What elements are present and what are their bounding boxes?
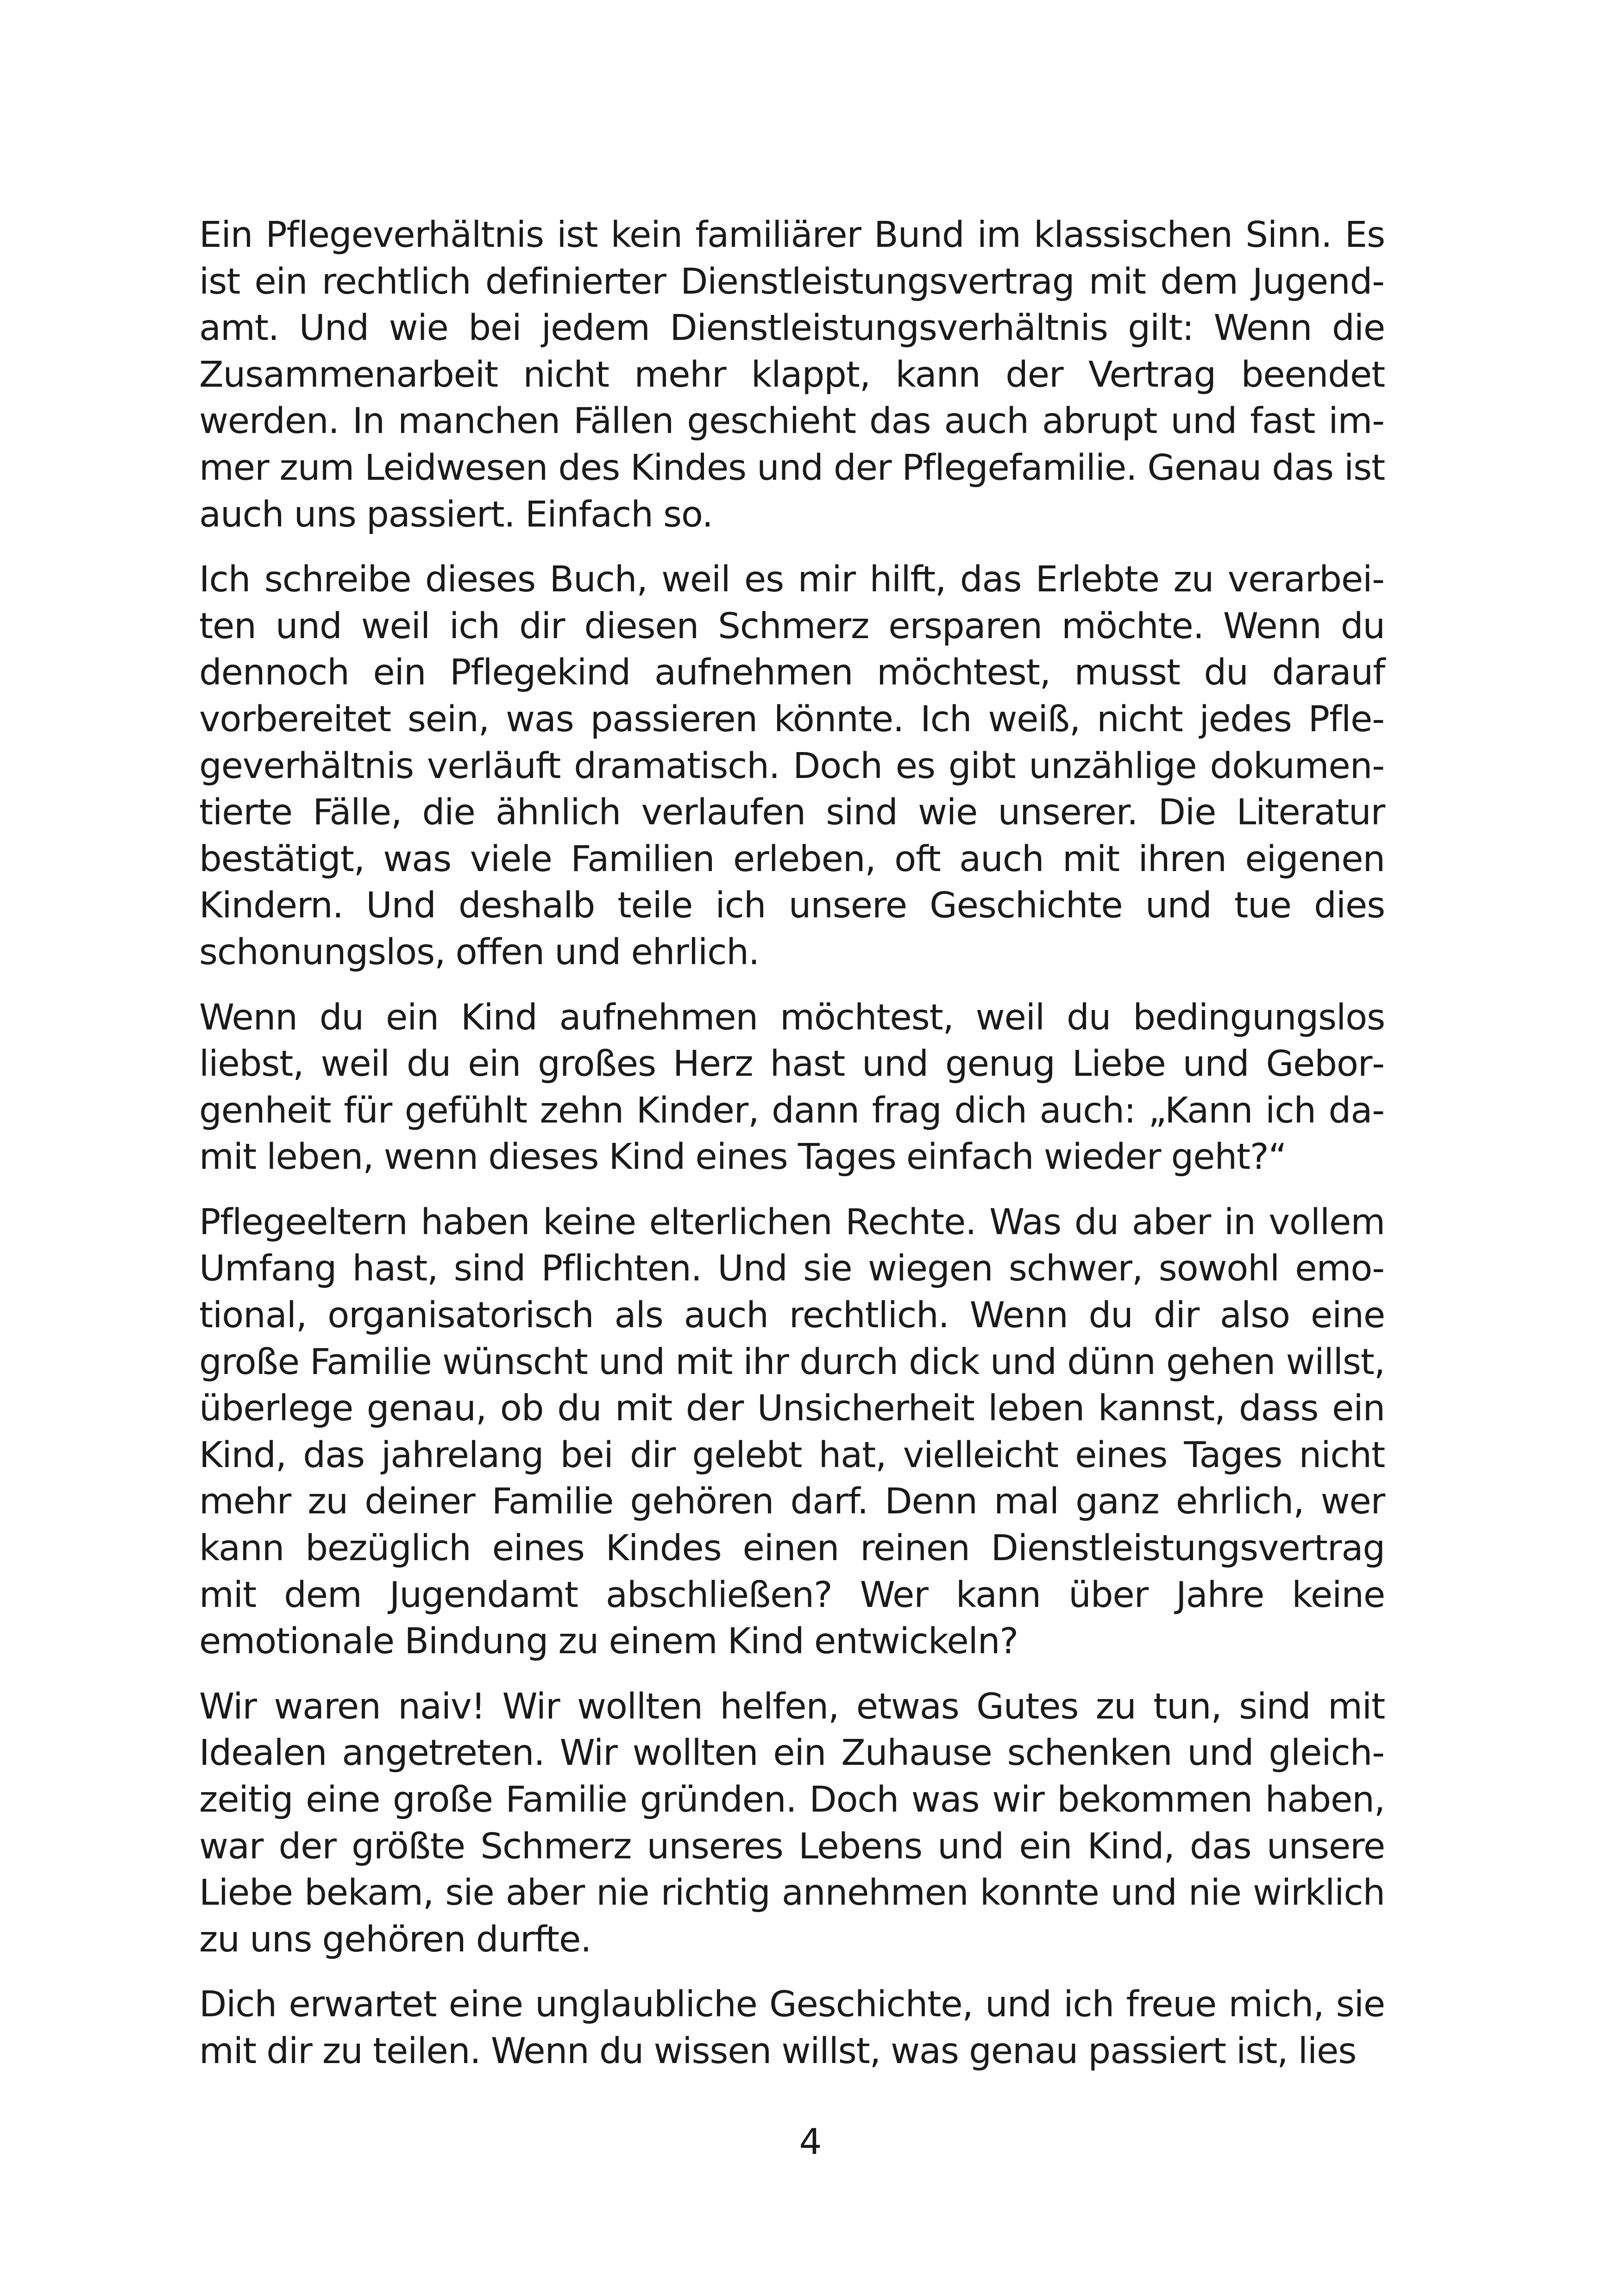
body-text [199, 212, 1385, 2075]
paragraph-5: Wir waren naiv! Wir wollten helfen, etwas Gutes zu tun, sind mit Idealen angetreten. Wir wollten ein Zuhause schenken und gleichzeitig eine große Familie gründen. Doch was wir bekommen haben, war der größte Schmerz unseres Lebens und ein Kind, das unsere Liebe bekam, sie aber nie richtig annehmen konnte und nie wirklich zu uns gehören durfte. [199, 1686, 1385, 1960]
paragraph-2: Ich schreibe dieses Buch, weil es mir hilft, das Erlebte zu verarbeiten und weil ich dir diesen Schmerz ersparen möchte. Wenn du dennoch ein Pflegekind aufnehmen möchtest, musst du darauf vorbereitet sein, was passieren könnte. Ich weiß, nicht jedes Pflegeverhältnis verläuft dramatisch. Doch es gibt unzählige dokumentierte Fälle, die ähnlich verlaufen sind wie unserer. Die Literatur bestätigt, was viele Familien erleben, oft auch mit ihren eigenen Kindern. Und deshalb teile ich unsere Geschichte und tue dies schonungslos, offen und ehrlich. [199, 559, 1385, 973]
paragraph-1: Ein Pflegeverhältnis ist kein familiärer Bund im klassischen Sinn. Es ist ein rechtlich definierter Dienstleistungsvertrag mit dem Jugendamt. Und wie bei jedem Dienstleistungsverhältnis gilt: Wenn die Zusammenarbeit nicht mehr klappt, kann der Vertrag beendet werden. In manchen Fällen geschieht das auch abrupt und fast immer zum Leidwesen des Kindes und der Pflegefamilie. Genau das ist auch uns passiert. Einfach so. [199, 214, 1385, 535]
paragraph-6: Dich erwartet eine unglaubliche Geschichte, und ich freue mich, sie mit dir zu teilen. Wenn du wissen willst, was genau passiert ist, lies [199, 1984, 1385, 2072]
paragraph-4: Pflegeeltern haben keine elterlichen Rechte. Was du aber in vollem Umfang hast, sind Pflichten. Und sie wiegen schwer, sowohl emotional, organisatorisch als auch rechtlich. Wenn du dir also eine große Familie wünscht und mit ihr durch dick und dünn gehen willst, überlege genau, ob du mit der Unsicherheit leben kannst, dass ein Kind, das jahrelang bei dir gelebt hat, vielleicht eines Tages nicht mehr zu deiner Familie gehören darf. Denn mal ganz ehrlich, wer kann bezüglich eines Kindes einen reinen Dienstleistungsvertrag mit dem Jugendamt abschließen? Wer kann über Jahre keine emotionale Bindung zu einem Kind entwickeln? [199, 1201, 1385, 1662]
page-number: 4 [799, 2121, 822, 2163]
paragraph-3: Wenn du ein Kind aufnehmen möchtest, weil du bedingungslos liebst, weil du ein großes Herz hast und genug Liebe und Geborgenheit für gefühlt zehn Kinder, dann frag dich auch: „Kann ich damit leben, wenn dieses Kind eines Tages einfach wieder geht?“ [199, 997, 1385, 1178]
